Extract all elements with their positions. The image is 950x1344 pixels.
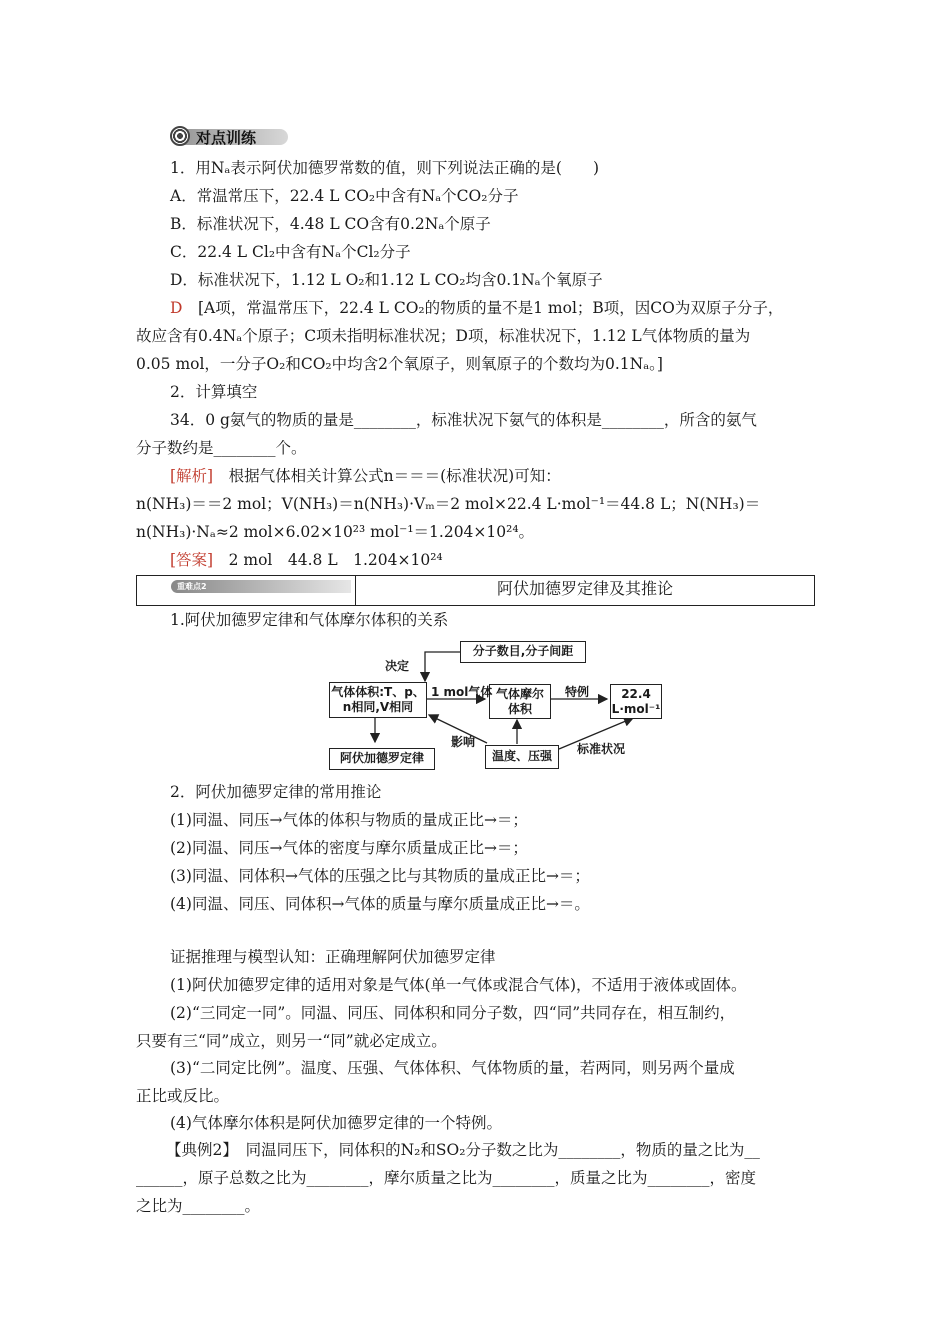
relation-diagram <box>327 641 667 773</box>
reasoning-point-2a: (2)“三同定一同”。同温、同压、同体积和同分子数，四“同”共同存在，相互制约， <box>170 1004 736 1022</box>
q1-explanation-line2: 故应含有0.4Nₐ个原子；C项未指明标准状况；D项，标准状况下，1.12 L气体物质的量为 <box>136 327 751 345</box>
keypoint-title: 阿伏加德罗定律及其推论 <box>496 579 673 598</box>
reasoning-point-1: (1)阿伏加德罗定律的适用对象是气体(单一气体或混合气体)，不适用于液体或固体。 <box>170 976 747 994</box>
reasoning-point-2b: 只要有三“同”成立，则另一“同”就必定成立。 <box>136 1032 447 1050</box>
q1-option-d: D．标准状况下，1.12 L O₂和1.12 L CO₂均含0.1Nₐ个氧原子 <box>170 271 603 289</box>
diagram-box-gas-volume <box>329 682 427 718</box>
inference-item-2: (2)同温、同压→气体的密度与摩尔质量成正比→＝； <box>170 839 528 857</box>
diagram-box-standard-value <box>610 684 662 719</box>
label-influence: 影响 <box>451 735 476 749</box>
reasoning-point-4: (4)气体摩尔体积是阿伏加德罗定律的一个特例。 <box>170 1114 502 1132</box>
answer-text: 2 mol 44.8 L 1.204×10²⁴ <box>213 551 443 569</box>
standard-value-line2: L·mol⁻¹ <box>611 702 661 716</box>
diagram-box-molecule-count: 分子数目,分子间距 <box>460 641 586 663</box>
reasoning-title: 证据推理与模型认知：正确理解阿伏加德罗定律 <box>170 948 496 966</box>
standard-value-line1: 22.4 <box>621 687 651 701</box>
molar-volume-line1: 气体摩尔 <box>495 687 544 701</box>
label-special-case: 特例 <box>565 685 590 699</box>
q2-calc-line2: n(NH₃)·Nₐ≈2 mol×6.02×10²³ mol⁻¹＝1.204×10²⁴。 <box>136 523 535 541</box>
keypoint-tag-label: 重难点2 <box>177 582 207 591</box>
label-standard-condition: 标准状况 <box>577 742 626 756</box>
badge-label: 对点训练 <box>196 129 257 147</box>
q1-explanation-line1 <box>170 298 816 318</box>
example-line2: ______，原子总数之比为________，摩尔质量之比为________，质量之比为________，密度 <box>136 1169 757 1187</box>
q1-explanation-text: [A项，常温常压下，22.4 L CO₂的物质的量不是1 mol；B项，因CO为双原子分子， <box>197 299 784 317</box>
gas-volume-line1: 气体体积:T、p、 <box>331 685 425 699</box>
label-one-mol-gas: 1 mol气体 <box>431 685 493 699</box>
q1-stem: 1．用Nₐ表示阿伏加德罗常数的值，则下列说法正确的是( ) <box>170 159 599 177</box>
target-icon <box>170 126 190 146</box>
diagram-box-molar-volume <box>489 684 551 719</box>
q2-answer <box>170 550 816 570</box>
q2-calc-line1: n(NH₃)＝＝2 mol；V(NH₃)＝n(NH₃)·Vₘ＝2 mol×22.4 L·mol⁻¹＝44.8 L；N(NH₃)＝ <box>136 495 761 513</box>
keypoint-tag <box>171 580 351 593</box>
inference-item-3: (3)同温、同体积→气体的压强之比与其物质的量成正比→＝； <box>170 867 590 885</box>
practice-badge <box>170 126 288 148</box>
section1-title: 1.阿伏加德罗定律和气体摩尔体积的关系 <box>170 611 449 629</box>
q1-option-a: A．常温常压下，22.4 L CO₂中含有Nₐ个CO₂分子 <box>170 187 519 205</box>
q2-line2: 分子数约是________个。 <box>136 439 307 457</box>
analysis-text: 根据气体相关计算公式n＝＝＝(标准状况)可知： <box>213 467 561 485</box>
label-decide: 决定 <box>385 659 410 673</box>
inference-item-4: (4)同温、同压、同体积→气体的质量与摩尔质量成正比→＝。 <box>170 895 590 913</box>
q1-explanation-line3: 0.05 mol，一分子O₂和CO₂中均含2个氧原子，则氧原子的个数均为0.1Nₐ。] <box>136 355 663 373</box>
keypoint-tag-cell <box>137 576 356 605</box>
analysis-tag: [解析] <box>170 467 214 485</box>
reasoning-point-3b: 正比或反比。 <box>136 1087 230 1105</box>
inference-item-1: (1)同温、同压→气体的体积与物质的量成正比→＝； <box>170 811 528 829</box>
q2-line1: 34．0 g氨气的物质的量是________，标准状况下氨气的体积是________，所含的氨气 <box>170 411 757 429</box>
q2-title: 2．计算填空 <box>170 383 258 401</box>
gas-volume-line2: n相同,V相同 <box>342 700 414 714</box>
reasoning-point-3a: (3)“二同定比例”。温度、压强、气体体积、气体物质的量，若两同，则另两个量成 <box>170 1059 735 1077</box>
diagram-box-avogadro-law: 阿伏加德罗定律 <box>329 748 435 770</box>
q1-option-c: C．22.4 L Cl₂中含有Nₐ个Cl₂分子 <box>170 243 411 261</box>
q2-analysis <box>170 466 816 486</box>
example-line1: 【典例2】 同温同压下，同体积的N₂和SO₂分子数之比为________，物质的量之比为__ <box>166 1141 760 1159</box>
example-line3: 之比为________。 <box>136 1197 261 1215</box>
answer-tag: [答案] <box>170 551 214 569</box>
diagram-box-temp-pressure: 温度、压强 <box>485 745 559 769</box>
keypoint-heading-table <box>136 575 815 606</box>
molar-volume-line2: 体积 <box>507 702 532 716</box>
section2-title: 2．阿伏加德罗定律的常用推论 <box>170 783 382 801</box>
q1-option-b: B．标准状况下，4.48 L CO含有0.2Nₐ个原子 <box>170 215 491 233</box>
q1-answer-letter: D <box>170 299 183 317</box>
